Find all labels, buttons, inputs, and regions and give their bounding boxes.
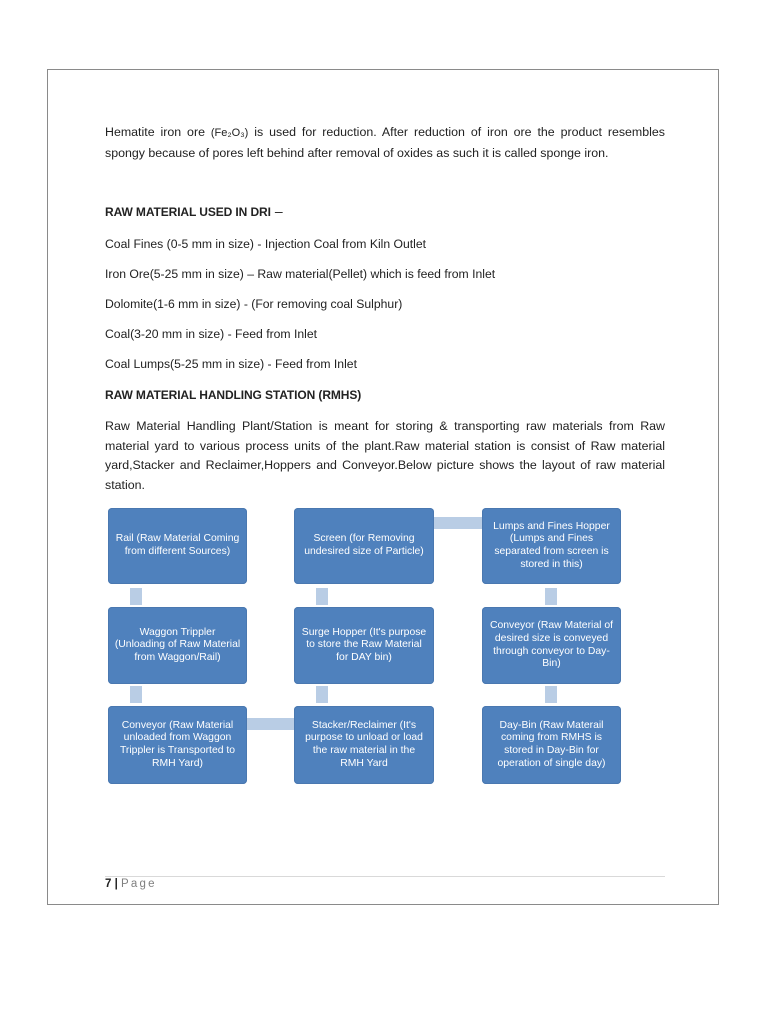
- connector-waggon-to-conveyor: [130, 686, 142, 703]
- box-screen: Screen (for Removing undesired size of Particle): [294, 508, 434, 584]
- connector-conveyor-to-daybin: [545, 686, 557, 703]
- chemical-formula: (Fe₂O₃): [210, 127, 249, 139]
- box-rail: Rail (Raw Material Coming from different Sources): [108, 508, 247, 584]
- intro-text-start: Hematite iron ore: [105, 125, 211, 139]
- connector-screen-to-surge: [316, 588, 328, 605]
- box-waggon-trippler: Waggon Trippler (Unloading of Raw Material from Waggon/Rail): [108, 607, 247, 684]
- raw-material-item: Coal Lumps(5-25 mm in size) - Feed from Inlet: [105, 357, 357, 371]
- page-footer: [105, 878, 157, 890]
- connector-hopper-to-conveyor: [545, 588, 557, 605]
- box-lumps-fines-hopper: Lumps and Fines Hopper (Lumps and Fines separated from screen is stored in this): [482, 508, 621, 584]
- footer-divider: [105, 876, 665, 877]
- rmhs-heading: RAW MATERIAL HANDLING STATION (RMHS): [105, 388, 362, 402]
- raw-material-item: Coal(3-20 mm in size) - Feed from Inlet: [105, 327, 317, 341]
- intro-text-end: is used for reduction. After reduction of iron ore the product resembles spongy because of pores left behind after removal of oxides as such it is called sponge iron.: [105, 125, 665, 160]
- footer-separator: |: [114, 878, 118, 890]
- rmhs-paragraph: Raw Material Handling Plant/Station is meant for storing & transporting raw materials from Raw material yard to various process units of the plant.Raw material station is consist of Raw material yard,Stacker and Reclaimer,Hoppers and Conveyor.Below picture shows the layout of raw material station.: [105, 419, 665, 492]
- raw-material-item: Dolomite(1-6 mm in size) - (For removing coal Sulphur): [105, 297, 403, 311]
- raw-material-item: Coal Fines (0-5 mm in size) - Injection Coal from Kiln Outlet: [105, 237, 427, 251]
- connector-surge-to-stacker: [316, 686, 328, 703]
- connector-rail-to-waggon: [130, 588, 142, 605]
- raw-material-item: Iron Ore(5-25 mm in size) – Raw material(Pellet) which is feed from Inlet: [105, 267, 496, 281]
- intro-paragraph: [105, 123, 665, 163]
- box-stacker-reclaimer: Stacker/Reclaimer (It's purpose to unload or load the raw material in the RMH Yard: [294, 706, 434, 784]
- box-surge-hopper: Surge Hopper (It's purpose to store the Raw Material for DAY bin): [294, 607, 434, 684]
- box-day-bin: Day-Bin (Raw Materail coming from RMHS is stored in Day-Bin for operation of single day): [482, 706, 621, 784]
- heading-dash: –: [274, 203, 283, 219]
- page-label: Page: [121, 878, 157, 890]
- connector-screen-to-hopper: [434, 517, 482, 529]
- page-number: 7: [105, 878, 112, 890]
- raw-material-heading: [105, 203, 665, 219]
- raw-material-heading-text: RAW MATERIAL USED IN DRI: [105, 205, 271, 219]
- box-conveyor-daybin: Conveyor (Raw Material of desired size is conveyed through conveyor to Day-Bin): [482, 607, 621, 684]
- box-conveyor-rmh: Conveyor (Raw Material unloaded from Waggon Trippler is Transported to RMH Yard): [108, 706, 247, 784]
- connector-conveyor-to-stacker: [247, 718, 294, 730]
